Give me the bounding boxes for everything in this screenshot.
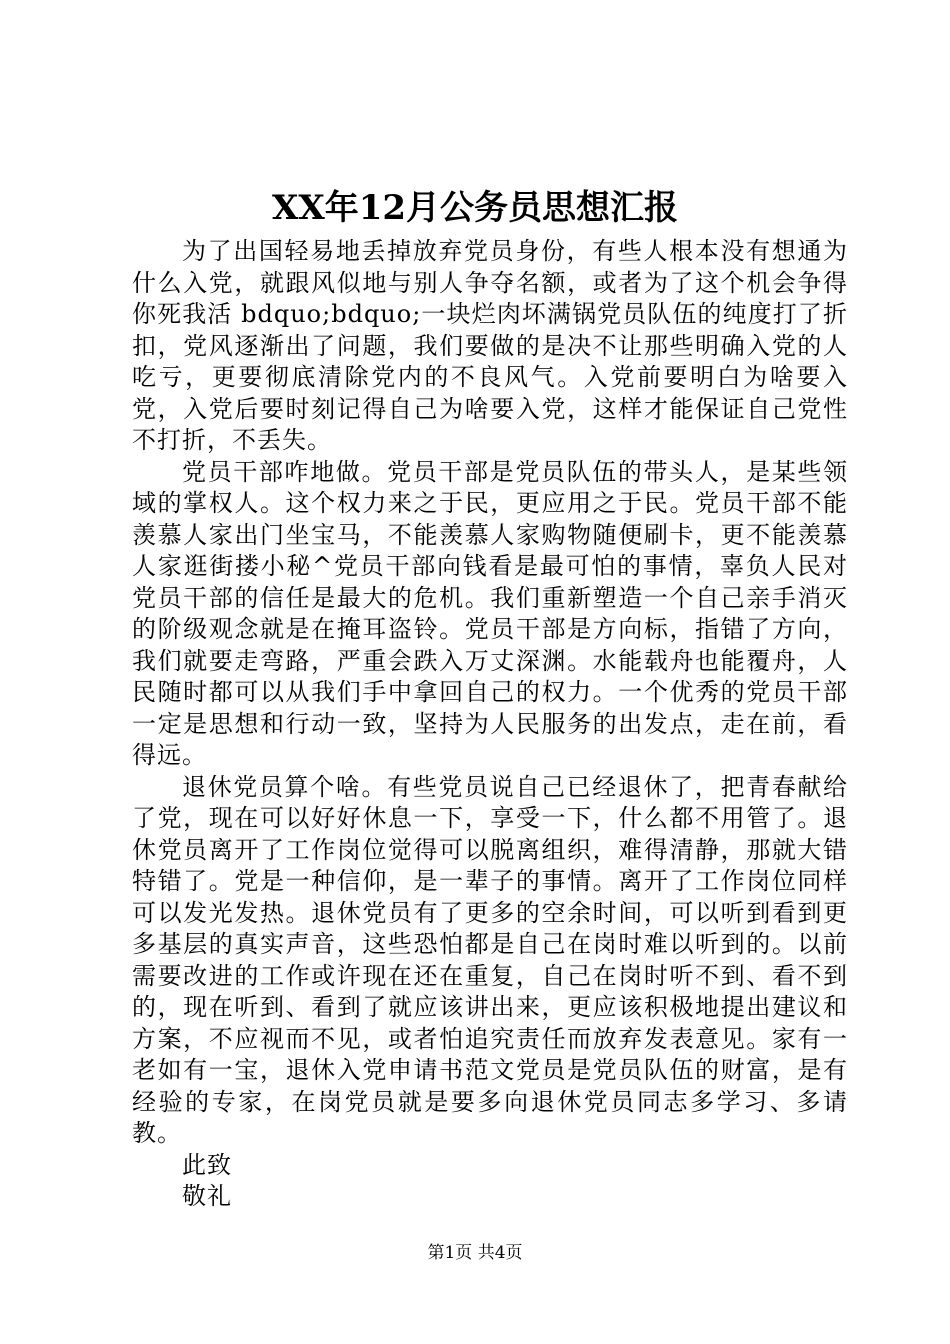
paragraph-3: 退休党员算个啥。有些党员说自己已经退休了，把青春献给了党，现在可以好好休息一下，享受一下，什么都不用管了。退休党员离开了工作岗位觉得可以脱离组织，难得清静，那就大错特错了。党是一种信仰，是一辈子的事情。离开了工作岗位同样可以发光发热。退休党员有了更多的空余时间，可以听到看到更多基层的真实声音，这些恐怕都是自己在岗时难以听到的。以前需要改进的工作或许现在还在重复，自己在岗时听不到、看不到的，现在听到、看到了就应该讲出来，更应该积极地提出建议和方案，不应视而不见，或者怕追究责任而放弃发表意见。家有一老如有一宝，退休入党申请书范文党员是党员队伍的财富，是有经验的专家，在岗党员就是要多向退休党员同志多学习、多请教。 [132, 772, 848, 1147]
closing-salutation: 此致 [182, 1150, 232, 1179]
paragraph-1: 为了出国轻易地丢掉放弃党员身份，有些人根本没有想通为什么入党，就跟风似地与别人争夺名额，或者为了这个机会争得你死我活 bdquo;bdquo;一块烂肉坏满锅党员队伍的纯度打了折扣，党风逐渐出了问题，我们要做的是决不让那些明确入党的人吃亏，更要彻底清除党内的不良风气。入党前要明白为啥要入党，入党后要时刻记得自己为啥要入党，这样才能保证自己党性不打折，不丢失。 [132, 237, 848, 454]
paragraph-2: 党员干部咋地做。党员干部是党员队伍的带头人，是某些领域的掌权人。这个权力来之于民，更应用之于民。党员干部不能羡慕人家出门坐宝马，不能羡慕人家购物随便刷卡，更不能羡慕人家逛街搂小秘^党员干部向钱看是最可怕的事情，辜负人民对党员干部的信任是最大的危机。我们重新塑造一个自己亲手消灭的阶级观念就是在掩耳盗铃。党员干部是方向标，指错了方向，我们就要走弯路，严重会跌入万丈深渊。水能载舟也能覆舟，人民随时都可以从我们手中拿回自己的权力。一个优秀的党员干部一定是思想和行动一致，坚持为人民服务的出发点，走在前，看得远。 [132, 457, 848, 769]
page-number-footer: 第1页 共4页 [427, 1243, 523, 1263]
closing-regards: 敬礼 [182, 1182, 232, 1210]
document-body [132, 236, 848, 1213]
document-title: XX年12月公务员思想汇报 [271, 188, 679, 228]
